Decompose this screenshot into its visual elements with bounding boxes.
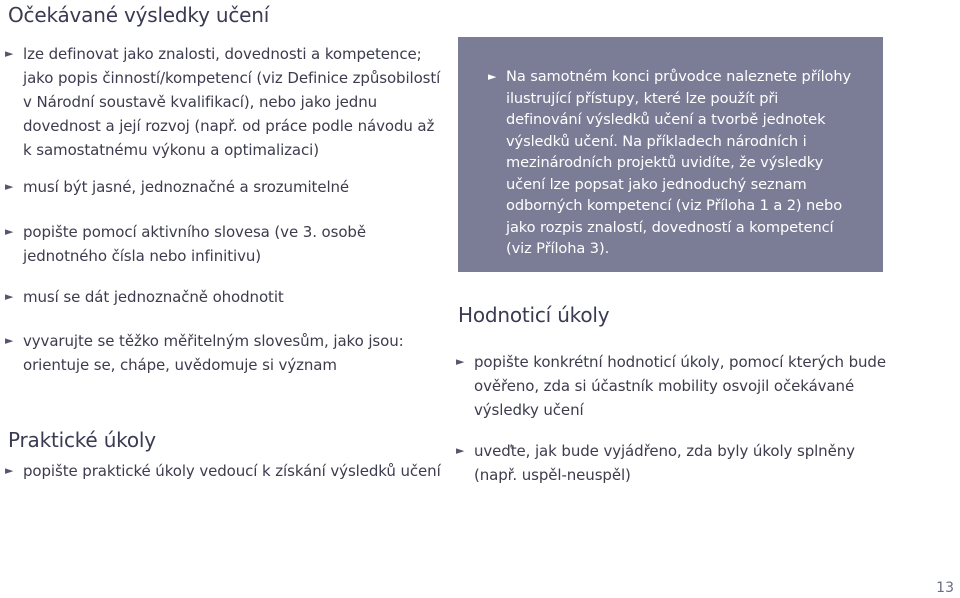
list-item [5, 220, 441, 268]
triangle-right-icon: ► [5, 47, 14, 60]
bullet-text: popište praktické úkoly vedoucí k získání výsledků učení [23, 462, 441, 480]
triangle-right-icon: ► [5, 180, 14, 193]
info-box-text: Na samotném konci průvodce naleznete přílohy ilustrující přístupy, které lze použít při definování výsledků učení a tvorbě jednotek výsledků učení. Na příkladech národních i mezinárodních projektů uvidíte, že výsledky učení lze popsat jako jednoduchý seznam odborných kompetencí (viz Příloha 1 a 2) nebo jako rozpis znalostí, dovedností a kompetencí (viz Příloha 3). [506, 68, 852, 257]
bullet-text: musí se dát jednoznačně ohodnotit [23, 288, 284, 306]
list-item [456, 350, 894, 422]
list-item [5, 459, 441, 483]
list-item [5, 329, 441, 377]
bullet-text: uveďte, jak bude vyjádřeno, zda byly úkoly splněny (např. uspěl-neuspěl) [474, 442, 855, 484]
list-item [5, 175, 441, 199]
list-item [5, 42, 441, 162]
triangle-right-icon: ► [5, 334, 14, 347]
bullet-text: musí být jasné, jednoznačné a srozumitelné [23, 178, 350, 196]
triangle-right-icon: ► [5, 225, 14, 238]
section-title-expected-outcomes: Očekávané výsledky učení [8, 3, 270, 27]
triangle-right-icon: ► [488, 70, 497, 83]
section-title-practical-tasks: Praktické úkoly [8, 428, 156, 452]
section-title-assessment-tasks: Hodnoticí úkoly [458, 303, 610, 327]
bullet-text: vyvarujte se těžko měřitelným slovesům, jako jsou: orientuje se, chápe, uvědomuje si význam [23, 332, 404, 374]
bullet-text: popište pomocí aktivního slovesa (ve 3. osobě jednotného čísla nebo infinitivu) [23, 223, 366, 265]
page-number: 13 [936, 580, 954, 596]
triangle-right-icon: ► [456, 444, 465, 457]
triangle-right-icon: ► [5, 290, 14, 303]
list-item [5, 285, 441, 309]
info-box-item [488, 66, 856, 260]
triangle-right-icon: ► [5, 464, 14, 477]
bullet-text: popište konkrétní hodnoticí úkoly, pomocí kterých bude ověřeno, zda si účastník mobility osvojil očekávané výsledky učení [474, 353, 886, 419]
triangle-right-icon: ► [456, 355, 465, 368]
bullet-text: lze definovat jako znalosti, dovednosti a kompetence; jako popis činností/kompetencí (viz Definice způsobilostí v Národní soustavě kvalifikací), nebo jako jednu dovednost a její rozvoj (např. od práce podle návodu až k samostatnému výkonu a optimalizaci) [23, 45, 441, 159]
list-item [456, 439, 894, 487]
info-box [458, 37, 883, 272]
